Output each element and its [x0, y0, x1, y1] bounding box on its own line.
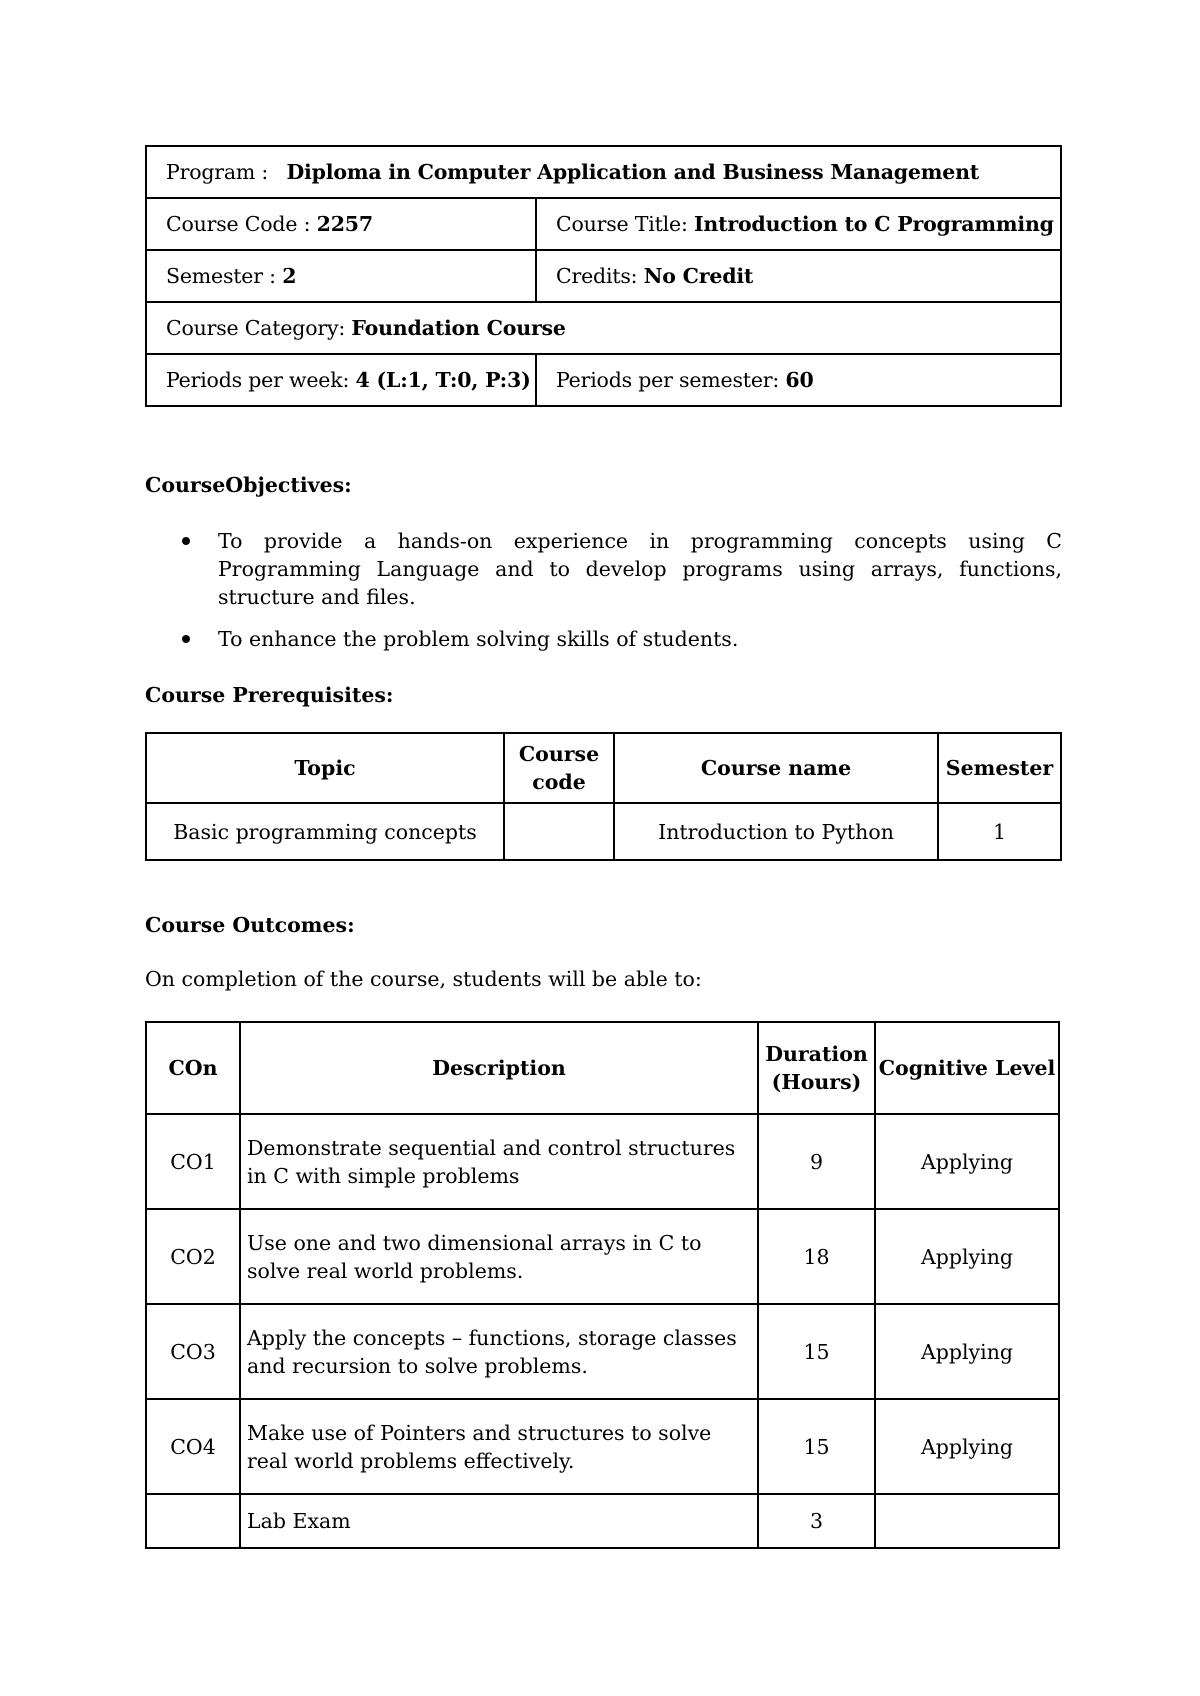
outcomes-header-row — [146, 1022, 1059, 1114]
category-label: Course Category: — [166, 316, 346, 340]
prerequisites-header-row — [146, 733, 1061, 803]
prerequisites-table — [145, 732, 1062, 861]
course-code-cell — [146, 198, 536, 250]
prereq-course-code — [504, 803, 614, 860]
outcome-cognitive-level: Applying — [875, 1304, 1059, 1399]
outcome-duration: 18 — [758, 1209, 875, 1304]
category-cell — [146, 302, 1061, 354]
header-cognitive-level: Cognitive Level — [875, 1022, 1059, 1114]
semester-credits-row — [146, 250, 1061, 302]
table-row — [146, 1114, 1059, 1209]
header-course-code: Course code — [504, 733, 614, 803]
bullet-icon — [182, 635, 190, 643]
outcome-code: CO4 — [146, 1399, 240, 1494]
credits-cell — [536, 250, 1061, 302]
objective-item — [145, 625, 1062, 653]
prereq-semester: 1 — [938, 803, 1061, 860]
outcome-description: Demonstrate sequential and control structures in C with simple problems — [240, 1114, 758, 1209]
outcome-duration: 3 — [758, 1494, 875, 1548]
periods-semester-cell — [536, 354, 1061, 406]
outcome-cognitive-level: Applying — [875, 1114, 1059, 1209]
prereq-topic: Basic programming concepts — [146, 803, 504, 860]
prereq-course-name: Introduction to Python — [614, 803, 938, 860]
program-value: Diploma in Computer Application and Business Management — [286, 160, 980, 184]
course-info-table — [145, 145, 1062, 407]
header-semester: Semester — [938, 733, 1061, 803]
course-code-value: 2257 — [316, 212, 373, 236]
program-row — [146, 146, 1061, 198]
outcome-code: CO3 — [146, 1304, 240, 1399]
objectives-list — [145, 527, 1062, 667]
credits-value: No Credit — [643, 264, 754, 288]
outcome-cognitive-level — [875, 1494, 1059, 1548]
outcomes-intro: On completion of the course, students will be able to: — [145, 967, 702, 991]
header-course-name: Course name — [614, 733, 938, 803]
prerequisites-heading: Course Prerequisites: — [145, 683, 394, 707]
program-cell — [146, 146, 1061, 198]
course-title-cell — [536, 198, 1061, 250]
objective-item — [145, 527, 1062, 611]
course-title-label: Course Title: — [556, 212, 688, 236]
outcome-duration: 15 — [758, 1399, 875, 1494]
semester-value: 2 — [282, 264, 297, 288]
header-duration: Duration (Hours) — [758, 1022, 875, 1114]
periods-semester-label: Periods per semester: — [556, 368, 780, 392]
table-row — [146, 803, 1061, 860]
outcome-code: CO2 — [146, 1209, 240, 1304]
course-code-label: Course Code : — [166, 212, 311, 236]
bullet-icon — [182, 537, 190, 545]
periods-semester-value: 60 — [785, 368, 814, 392]
periods-week-value: 4 (L:1, T:0, P:3) — [355, 368, 531, 392]
objective-text: To enhance the problem solving skills of students. — [218, 627, 739, 651]
category-value: Foundation Course — [351, 316, 566, 340]
outcome-code: CO1 — [146, 1114, 240, 1209]
semester-cell — [146, 250, 536, 302]
course-title-value: Introduction to C Programming — [694, 212, 1054, 236]
periods-week-label: Periods per week: — [166, 368, 350, 392]
outcome-cognitive-level: Applying — [875, 1209, 1059, 1304]
periods-row — [146, 354, 1061, 406]
outcome-description: Apply the concepts – functions, storage classes and recursion to solve problems. — [240, 1304, 758, 1399]
objectives-heading: CourseObjectives: — [145, 473, 352, 497]
objective-text: To provide a hands-on experience in programming concepts using C Programming Language and to develop programs using arrays, functions, structure and files. — [218, 529, 1062, 609]
semester-label: Semester : — [166, 264, 276, 288]
outcomes-heading: Course Outcomes: — [145, 913, 355, 937]
outcome-description: Make use of Pointers and structures to solve real world problems effectively. — [240, 1399, 758, 1494]
page — [145, 145, 1062, 1533]
code-title-row — [146, 198, 1061, 250]
outcome-description: Use one and two dimensional arrays in C to solve real world problems. — [240, 1209, 758, 1304]
header-description: Description — [240, 1022, 758, 1114]
category-row — [146, 302, 1061, 354]
outcome-cognitive-level: Applying — [875, 1399, 1059, 1494]
table-row — [146, 1494, 1059, 1548]
credits-label: Credits: — [556, 264, 638, 288]
table-row — [146, 1399, 1059, 1494]
table-row — [146, 1209, 1059, 1304]
periods-week-cell — [146, 354, 536, 406]
outcome-duration: 9 — [758, 1114, 875, 1209]
outcome-description: Lab Exam — [240, 1494, 758, 1548]
table-row — [146, 1304, 1059, 1399]
outcome-code — [146, 1494, 240, 1548]
outcome-duration: 15 — [758, 1304, 875, 1399]
header-con: COn — [146, 1022, 240, 1114]
program-label: Program : — [166, 160, 269, 184]
header-topic: Topic — [146, 733, 504, 803]
outcomes-table — [145, 1021, 1060, 1549]
